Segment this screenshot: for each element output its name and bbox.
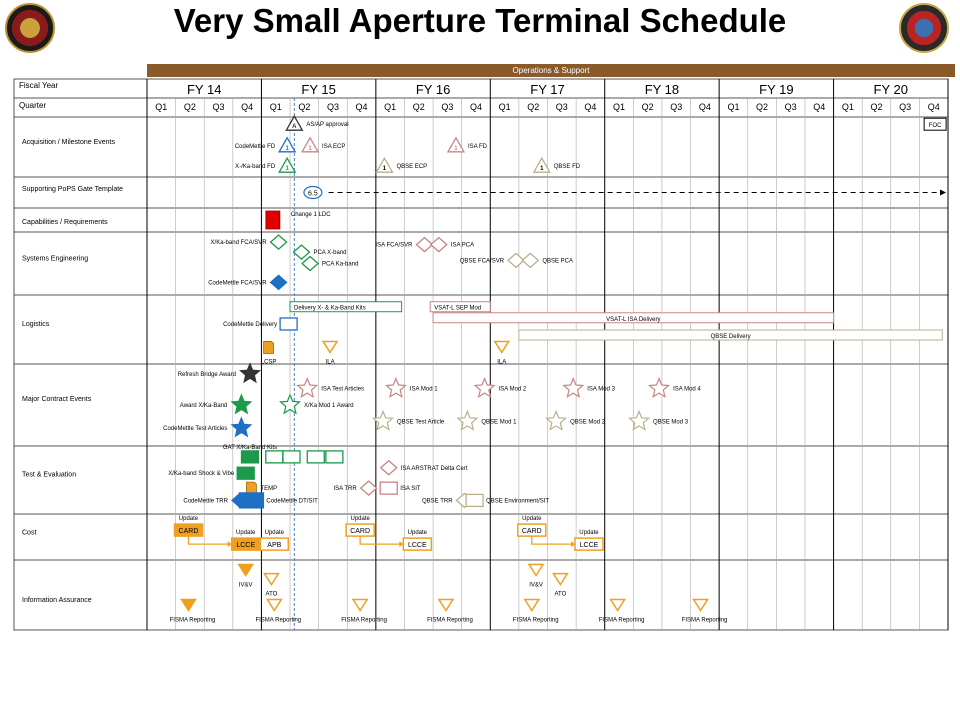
event-label: CodeMettle Delivery (223, 321, 278, 328)
quarter-header: Q3 (784, 102, 797, 112)
milestone-mark: 1 (540, 166, 544, 173)
fiscal-year-header: FY 14 (186, 82, 222, 97)
milestone-mark: 1 (382, 166, 387, 173)
event-label: PCA Ka-band (322, 261, 359, 268)
event-down-triangle-icon (553, 574, 567, 585)
activity-box (326, 451, 343, 463)
event-label: ATO (554, 591, 567, 598)
fisma-triangle-icon (439, 600, 453, 611)
review-diamond-icon (522, 253, 538, 267)
fisma-triangle-icon (525, 600, 539, 611)
lcce-box-update: Update (236, 530, 256, 537)
milestone-mark: 1 (308, 145, 312, 152)
event-label: ISA TRR (333, 486, 357, 493)
fisma-triangle-icon (181, 600, 195, 611)
contract-star-icon (547, 411, 566, 429)
event-label: CodeMettle DT/SIT (266, 498, 318, 505)
activity-box (283, 451, 300, 463)
event-label: IV&V (529, 582, 543, 589)
cost-connector (188, 536, 231, 544)
quarter-header: Q2 (412, 102, 425, 112)
delivery-bar-label: QBSE Delivery (710, 334, 751, 341)
review-diamond-icon (293, 245, 309, 259)
quarter-header: Q2 (641, 102, 654, 112)
fiscal-year-header: FY 15 (301, 82, 336, 97)
event-label: CodeMettle TRR (183, 498, 228, 505)
fisma-label: FISMA Reporting (169, 617, 216, 624)
contract-star-icon (232, 418, 251, 436)
apb-box-update: Update (264, 530, 284, 537)
quarter-header: Q1 (384, 102, 397, 112)
document-icon (264, 341, 274, 353)
card-box-label: CARD (521, 528, 542, 536)
quarter-header: Q3 (441, 102, 454, 112)
arrow-head-icon (940, 190, 946, 196)
quarter-header: Q4 (698, 102, 711, 112)
quarter-header: Q3 (555, 102, 568, 112)
card-box-label: CARD (350, 528, 371, 536)
event-label: QBSE ECP (396, 164, 428, 171)
fisma-triangle-icon (353, 600, 367, 611)
fiscal-year-label: Fiscal Year (19, 81, 59, 90)
quarter-header: Q3 (212, 102, 225, 112)
event-down-triangle-icon (264, 574, 278, 585)
event-label: QBSE TRR (421, 498, 453, 505)
review-diamond-icon (361, 481, 377, 495)
event-label: ISA SIT (400, 486, 421, 493)
event-label: IV&V (238, 582, 253, 589)
row-label-7: Cost (22, 529, 37, 537)
row-label-1: Supporting PoPS Gate Template (22, 186, 124, 193)
contract-star-icon (564, 379, 583, 397)
event-label: ILA (325, 359, 335, 366)
quarter-header: Q1 (269, 102, 282, 112)
delivery-bar-label: VSAT-L SEP Mod (434, 305, 482, 312)
delivery-bar-label: VSAT-L ISA Delivery (606, 316, 661, 323)
event-label: AS/AP approval (306, 122, 349, 129)
event-label: X/Ka-band Shock & Vibe (168, 471, 235, 478)
cost-connector (532, 536, 575, 544)
lcce-box-label: LCCE (236, 542, 256, 550)
contract-star-icon (298, 379, 317, 397)
event-label: X-/Ka-band FD (235, 164, 276, 171)
fiscal-year-header: FY 17 (530, 82, 565, 97)
review-diamond-icon (271, 275, 287, 289)
row-label-0: Acquisition / Milestone Events (22, 139, 115, 146)
quarter-header: Q4 (813, 102, 826, 112)
fiscal-year-header: FY 19 (759, 82, 794, 97)
lcce-box-update: Update (579, 530, 599, 537)
row-label-3: Systems Engineering (22, 255, 89, 263)
activity-box (466, 494, 483, 506)
review-diamond-icon (271, 235, 287, 249)
card-box-label: CARD (178, 528, 199, 536)
card-box-update: Update (522, 516, 542, 523)
event-label: TEMP (260, 486, 278, 493)
lcce-box-label: LCCE (407, 542, 427, 550)
contract-star-icon (241, 364, 260, 382)
fisma-triangle-icon (611, 600, 625, 611)
row-label-2: Capabilities / Requirements (22, 219, 108, 226)
event-label: LCSP (260, 359, 277, 366)
contract-star-icon (232, 395, 251, 413)
lcce-box-label: LCCE (579, 542, 599, 550)
activity-box (237, 467, 254, 479)
contract-star-icon (458, 411, 477, 429)
row-label-4: Logistics (22, 321, 50, 329)
row-label-5: Major Contract Events (22, 395, 92, 403)
fisma-label: FISMA Reporting (681, 617, 728, 624)
foc-label: FOC (928, 123, 942, 130)
fisma-label: FISMA Reporting (427, 617, 473, 624)
quarter-header: Q2 (298, 102, 311, 112)
event-label: QBSE PCA (542, 258, 574, 265)
event-label: ISA Mod 2 (498, 386, 527, 393)
contract-star-icon (630, 411, 649, 429)
contract-star-icon (386, 379, 405, 397)
quarter-header: Q2 (756, 102, 769, 112)
row-label-8: Information Assurance (22, 597, 92, 604)
quarter-header: Q1 (613, 102, 626, 112)
quarter-header: Q1 (727, 102, 740, 112)
event-label: Change 1 LDC (290, 212, 331, 218)
event-label: CodeMettle FD (234, 143, 276, 150)
fisma-label: FISMA Reporting (598, 617, 645, 624)
fiscal-year-header: FY 20 (873, 82, 909, 97)
fisma-triangle-icon (694, 600, 708, 611)
activity-box (266, 451, 283, 463)
milestone-mark: 1 (454, 145, 458, 152)
event-label: ISA Mod 3 (587, 386, 615, 393)
event-label: ILA (497, 359, 507, 366)
fiscal-year-header: FY 18 (644, 82, 680, 97)
operations-support-banner: Operations & Support (147, 64, 955, 77)
event-down-triangle-icon (239, 565, 253, 576)
event-label: Refresh Bridge Award (177, 371, 236, 378)
event-label: X/Ka Mod 1 Award (304, 403, 354, 409)
quarter-header: Q4 (355, 102, 368, 112)
pops-gate-label: 6.5 (308, 190, 318, 198)
quarter-header: Q3 (670, 102, 683, 112)
fisma-triangle-icon (267, 600, 281, 611)
requirement-flag-icon (266, 211, 280, 229)
quarter-header: Q3 (899, 102, 912, 112)
activity-box (239, 493, 263, 508)
event-label: PCA X-band (313, 250, 347, 257)
fiscal-year-header: FY 16 (415, 82, 451, 97)
activity-box (280, 318, 297, 330)
milestone-mark: 1 (285, 145, 289, 152)
event-label: ISA Test Articles (321, 386, 365, 393)
quarter-header: Q2 (527, 102, 540, 112)
event-label: QBSE Mod 3 (653, 419, 689, 426)
event-label: ISA Mod 1 (409, 386, 438, 393)
activity-box (241, 451, 258, 463)
card-box-update: Update (178, 516, 199, 523)
fisma-label: FISMA Reporting (512, 617, 559, 624)
delivery-bar-label: Delivery X- & Ka-Band Kits (294, 305, 366, 312)
event-label: CodeMettle FCA/SVR (208, 280, 267, 287)
fisma-label: FISMA Reporting (341, 617, 387, 624)
activity-box (380, 482, 397, 494)
event-label: QBSE FCA/SVR (459, 258, 505, 265)
event-down-triangle-icon (323, 341, 337, 352)
contract-star-icon (650, 379, 669, 397)
quarter-header: Q2 (870, 102, 883, 112)
review-diamond-icon (381, 461, 397, 475)
event-label: CodeMettle Test Articles (163, 425, 228, 432)
schedule-frame (14, 79, 948, 630)
quarter-header: Q1 (498, 102, 511, 112)
quarter-header: Q4 (241, 102, 254, 112)
lcce-box-update: Update (407, 530, 428, 537)
event-label: QBSE Mod 1 (481, 419, 517, 426)
event-label: QBSE Test Article (397, 419, 445, 426)
event-label: X/Ka-band FCA/SVR (210, 240, 267, 247)
event-label: ISA ARSTRAT Delta Cert (400, 465, 468, 472)
milestone-mark: A (292, 124, 297, 131)
quarter-header: Q1 (841, 102, 854, 112)
event-label: ISA FD (467, 143, 487, 150)
milestone-mark: 1 (285, 166, 289, 173)
page-title: Very Small Aperture Terminal Schedule (173, 2, 787, 39)
event-label: ISA Mod 4 (673, 386, 701, 393)
event-down-triangle-icon (495, 341, 509, 352)
quarter-label: Quarter (19, 101, 47, 110)
quarter-header: Q4 (584, 102, 597, 112)
event-label: ISA ECP (322, 143, 346, 150)
event-down-triangle-icon (529, 565, 543, 576)
event-label: QBSE Environment/SIT (486, 498, 550, 505)
quarter-header: Q3 (326, 102, 339, 112)
row-label-6: Test & Evaluation (22, 471, 77, 479)
event-label: Award X/Ka-Band (179, 403, 228, 409)
event-label: QBSE FD (553, 164, 581, 171)
quarter-header: Q2 (183, 102, 196, 112)
event-label: GAT X/Ka-Band Kits (222, 444, 278, 451)
event-label: QBSE Mod 2 (570, 419, 606, 426)
event-label: ISA PCA (450, 242, 475, 249)
review-diamond-icon (302, 257, 318, 271)
cost-connector (360, 536, 403, 544)
activity-box (307, 451, 324, 463)
fisma-label: FISMA Reporting (255, 617, 302, 624)
event-label: ISA FCA/SVR (375, 242, 413, 249)
contract-star-icon (475, 379, 494, 397)
apb-box-label: APB (267, 542, 282, 550)
event-label: ATO (265, 591, 278, 598)
quarter-header: Q1 (155, 102, 168, 112)
quarter-header: Q4 (927, 102, 940, 112)
quarter-header: Q4 (469, 102, 482, 112)
card-box-update: Update (350, 516, 370, 523)
